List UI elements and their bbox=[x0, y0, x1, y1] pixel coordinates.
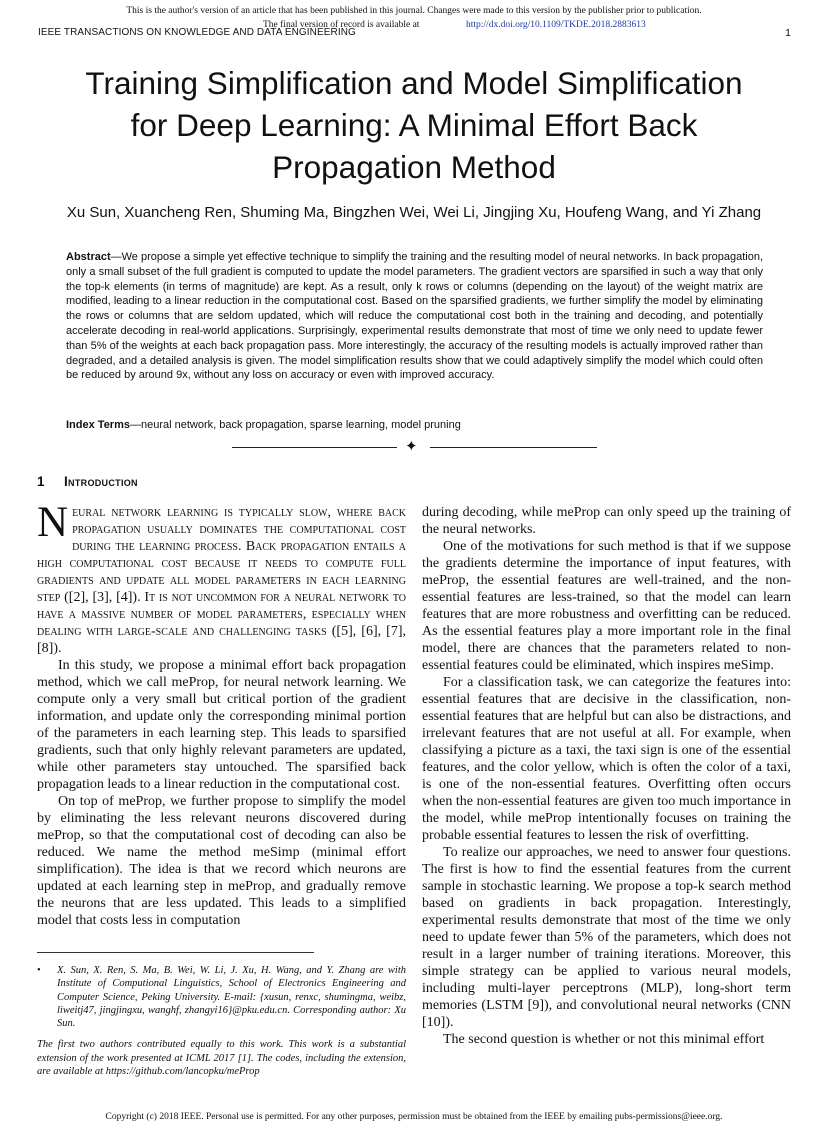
index-terms-text: —neural network, back propagation, sparse learning, model pruning bbox=[130, 419, 461, 431]
divider-diamond-icon: ✦ bbox=[405, 439, 418, 455]
divider-rule-right bbox=[430, 447, 597, 448]
footnote-bullet-icon: • bbox=[37, 965, 41, 976]
copyright-notice: Copyright (c) 2018 IEEE. Personal use is permitted. For any other purposes, permission must be obtained from the IEEE by emailing pubs-permissions@ieee.org. bbox=[105, 1112, 723, 1122]
divider-rule-left bbox=[232, 447, 397, 448]
title-line-3: Propagation Method bbox=[272, 149, 556, 185]
page-number: 1 bbox=[785, 27, 791, 39]
drop-cap: N bbox=[37, 499, 69, 546]
paragraph: The second question is whether or not this minimal effort bbox=[443, 1032, 765, 1047]
paragraph: On top of meProp, we further propose to simplify the model by eliminating the less relevant neurons discovered during meProp, so that the computational cost of decoding can also be reduced. We name the method meSimp (minimal effort simplification). The idea is that we record which neurons are updated at each learning step in meProp, and gradually remove the neurons that are less updated. This leads to a simplified model that costs less in computation bbox=[37, 794, 406, 928]
paragraph: One of the motivations for such method is that if we suppose the gradients determine the importance of input features, with meProp, the essential features are well-trained, and the non-essential features are less-trained, so that the model can learn features that are more robustness and overfitting can be reduced. As the essential features play a more important role in the final model, there are chances that the parameters related to non-essential features could be eliminated, which inspires meSimp. bbox=[422, 539, 791, 673]
footnote-rule bbox=[37, 952, 314, 953]
index-terms-label: Index Terms bbox=[66, 419, 130, 431]
paragraph: To realize our approaches, we need to answer four questions. The first is how to find the essential features from the current sample in stochastic learning. We propose a top-k search method based on gradients in back propagation. Interestingly, experimental results demonstrate that most of the time we only need to update fewer than 5% of the parameters, which does not result in a larger number of training iterations. Moreover, this simple strategy can be applied to various neural models, including multi-layer perceptrons (MLP), long-short term memories (LSTM [9]), and convolutional neural networks (CNN [10]). bbox=[422, 845, 791, 1030]
section-title: Introduction bbox=[64, 474, 138, 489]
paragraph: For a classification task, we can categorize the features into: essential features that are decisive in the classification, non-essential features that are helpful but can also be distractions, and irrelevant features that are not useful at all. For example, when classifying a picture as a taxi, the taxi sign is one of the essential features, and the color yellow, which is often the color of a taxi, is one of the non-essential features. Overfitting often occurs when the non-essential features are given too much importance in the model, while meProp intentionally focuses on training the probable essential features to lessen the risk of overfitting. bbox=[422, 675, 791, 843]
title-line-1: Training Simplification and Model Simplification bbox=[85, 65, 743, 101]
paragraph-text: eural network learning is typically slow, where back propagation usually dominates the computational cost during the learning process. Back propagation entails a high computational cost because it needs to compute full gradients and update all model parameters in each learning step ([2], [3], [4]). It is not uncommon for a neural network to have a massive number of model parameters, especially when dealing with large-scale and challenging tasks ([5], [6], [7], [8]). bbox=[37, 505, 406, 656]
author-list: Xu Sun, Xuancheng Ren, Shuming Ma, Bingzhen Wei, Wei Li, Jingjing Xu, Houfeng Wang, and Yi Zhang bbox=[66, 204, 762, 221]
footnote-affiliation: X. Sun, X. Ren, S. Ma, B. Wei, W. Li, J. Xu, H. Wang, and Y. Zhang are with Institute of Computional Linguistics, School of Electronics Engineering and Computer Science, Peking University. E-mail: {xusun, renxc, shumingma, weibz, liweitj47, jingjingxu, wanghf, zhangyi16}@pku.edu.cn. Corresponding author: Xu Sun. bbox=[57, 965, 406, 1030]
right-column bbox=[422, 504, 791, 1048]
section-number: 1 bbox=[37, 474, 45, 489]
publication-notice-2: The final version of record is available at bbox=[263, 20, 420, 30]
paragraph: In this study, we propose a minimal effort back propagation method, which we call meProp, for neural network learning. We compute only a very small but critical portion of the gradient information, and update only the corresponding minimal portion of the parameters in each learning step. This leads to sparsified gradients, such that only highly relevant parameters are updated, while other parameters stay untouched. The sparsified back propagation leads to a linear reduction in the computational cost. bbox=[37, 658, 406, 792]
footnote-note: The first two authors contributed equally to this work. This work is a substantial extension of the work presented at ICML 2017 [1]. The codes, including the extension, are available at https://github.com/lancopku/meProp bbox=[37, 1039, 406, 1078]
journal-name: IEEE TRANSACTIONS ON KNOWLEDGE AND DATA ENGINEERING bbox=[38, 27, 356, 38]
abstract-label: Abstract bbox=[66, 251, 111, 263]
left-column bbox=[37, 499, 406, 929]
footnote bbox=[37, 964, 406, 1078]
abstract bbox=[66, 250, 763, 383]
paper-title bbox=[20, 62, 808, 188]
index-terms bbox=[66, 418, 763, 433]
title-line-2: for Deep Learning: A Minimal Effort Back bbox=[130, 107, 698, 143]
abstract-text: —We propose a simple yet effective technique to simplify the training and the resulting model of neural networks. In back propagation, only a small subset of the full gradient is computed to update the model parameters. The gradient vectors are sparsified in such a way that only the top-k elements (in terms of magnitude) are kept. As a result, only k rows or columns (depending on the layout) of the weight matrix are modified, leading to a linear reduction in the computational cost. Based on the sparsified gradients, we further simplify the model by eliminating the rows or columns that are seldom updated, which will reduce the computational cost both in the training and decoding, and potentially accelerate decoding in real-world applications. Surprisingly, experimental results demonstrate that most of time we only need to update fewer than 5% of the weights at each back propagation pass. More interestingly, the accuracy of the resulting models is actually improved rather than degraded, and a detailed analysis is given. The model simplification results show that we could adaptively simplify the model which could often be reduced by around 9x, without any loss on accuracy or even with improved accuracy. bbox=[66, 251, 763, 382]
doi-link[interactable]: http://dx.doi.org/10.1109/TKDE.2018.2883613 bbox=[466, 20, 646, 30]
paragraph bbox=[37, 499, 406, 657]
paragraph: during decoding, while meProp can only speed up the training of the neural networks. bbox=[422, 505, 791, 537]
publication-notice: This is the author's version of an article that has been published in this journal. Changes were made to this version by the publisher prior to publication. bbox=[126, 6, 702, 16]
